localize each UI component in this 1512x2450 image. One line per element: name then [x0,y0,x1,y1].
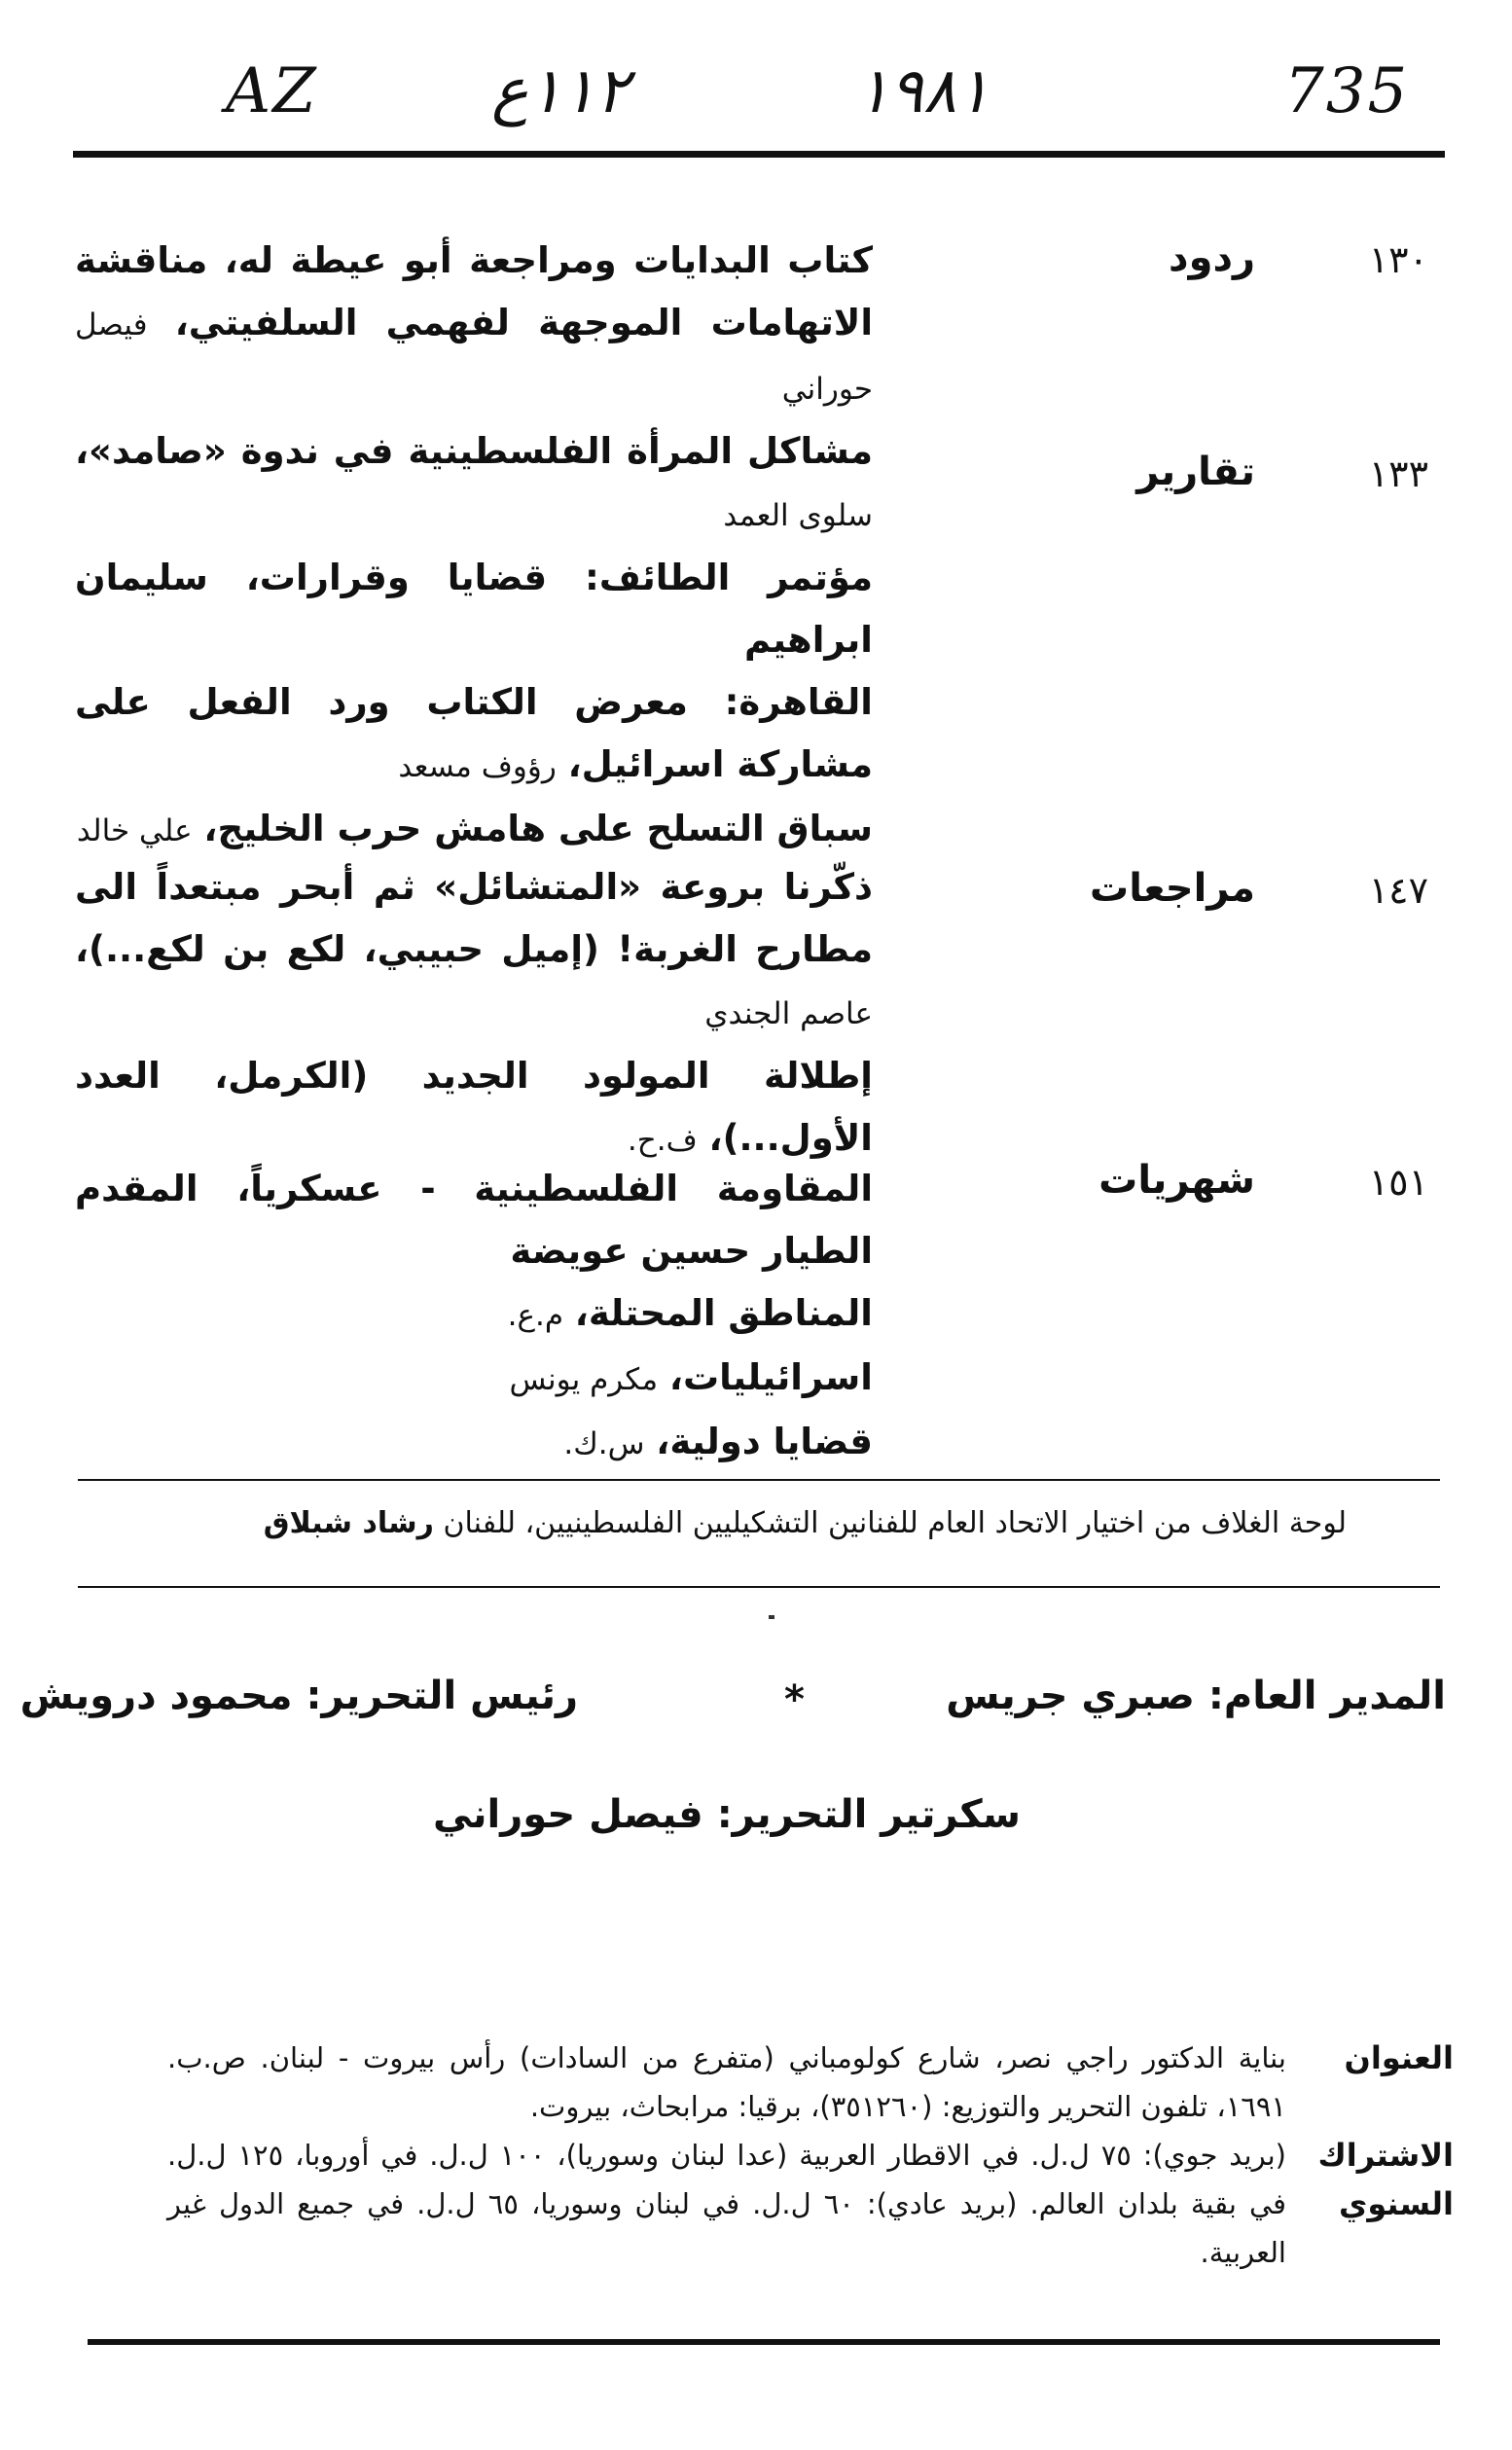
cover-note-text: لوحة الغلاف من اختيار الاتحاد العام للفنانين التشكيليين الفلسطينيين، للفنان [443,1506,1347,1540]
section-title: شهريات [1098,1158,1255,1203]
entry [75,1347,873,1411]
general-manager-name: صبري جريس [946,1674,1195,1718]
header-rule [73,151,1445,158]
section-title: ردود [1169,235,1255,280]
cover-artist: رشاد شبلاق [263,1506,434,1540]
entry-author: عاصم الجندي [704,996,873,1031]
cover-note [264,1506,1347,1540]
entry [75,547,873,671]
entry [75,1158,873,1282]
entry [75,1282,873,1347]
page-number: ١٣٠ [1368,238,1428,281]
editorial-secretary-name: فيصل حوراني [433,1792,703,1837]
entry-title: اسرائيليات، [668,1356,873,1398]
staff-separator: * [784,1677,805,1722]
section-title: مراجعات [1090,866,1255,911]
cover-bottom-rule [78,1586,1440,1588]
subscription-label [1317,2131,1454,2228]
entry-title: ذكّرنا بروعة «المتشائل» ثم أبحر مبتعداً الى مطارح الغربة! (إميل حبيبي، لكع بن لكع...)، [75,866,873,970]
subscription-label-line1: الاشتراك [1317,2137,1454,2174]
editor-in-chief-label: رئيس التحرير: [306,1674,578,1718]
handwritten-left-mark: AZ [226,55,318,127]
entry-author: علي خالد [76,813,193,848]
entry-title: مشاكل المرأة الفلسطينية في ندوة «صامد»، [75,430,873,472]
entry-title: سباق التسلح على هامش حرب الخليج، [203,808,873,849]
footer-rule [88,2339,1440,2345]
entry [75,671,873,798]
page-number: ١٤٧ [1368,869,1428,912]
entries-list [75,230,873,420]
general-manager [946,1674,1446,1718]
entry-title: القاهرة: معرض الكتاب ورد الفعل على مشاركة اسرائيل، [75,681,873,785]
handwritten-year-mark: ١٩٨١ [856,55,990,127]
address-text: بناية الدكتور راجي نصر، شارع كولومباني (متفرع من السادات) رأس بيروت - لبنان. ص.ب. ١٦٩١، تلفون التحرير والتوزيع: (٣٥١٢٦٠)، برقيا: مرابحاث، بيروت. [167,2041,1286,2123]
editor-in-chief-name: محمود درويش [19,1674,293,1718]
entry-title: كتاب البدايات ومراجعة أبو عيطة له، مناقشة الاتهامات الموجهة لفهمي السلفيتي، [75,239,873,343]
entry-author: فيصل حوراني [75,307,873,407]
entry [75,856,873,1045]
general-manager-label: المدير العام: [1207,1674,1446,1718]
contents-bottom-rule [78,1479,1440,1481]
entry-author: م.ع. [507,1298,564,1333]
entry-title: المناطق المحتلة، [574,1292,873,1334]
handwritten-issue-mark: ١١٢ع [491,55,630,127]
editor-in-chief [20,1674,578,1718]
entry-author: سلوى العمد [723,498,873,533]
page-number: ١٣٣ [1368,452,1428,495]
handwritten-catalog-number: 735 [1284,55,1410,127]
entry-author: ف.ح. [627,1123,698,1158]
entries-list [75,1158,873,1475]
entry [75,1411,873,1475]
entry-title: إطلالة المولود الجديد (الكرمل، العدد الأول...)، [75,1055,873,1159]
ink-speck [769,1615,774,1619]
address-label: العنوان [1344,2039,1454,2076]
subscription-label-line2: السنوي [1339,2185,1454,2222]
editorial-secretary [433,1792,1021,1837]
entry [75,230,873,420]
entries-list [75,856,873,1171]
entry [75,420,873,547]
editorial-secretary-label: سكرتير التحرير: [716,1792,1021,1837]
entry-author: س.ك. [563,1426,645,1461]
entries-list [75,420,873,862]
page-number: ١٥١ [1368,1161,1428,1204]
section-title: تقارير [1136,450,1255,494]
subscription-text: (بريد جوي): ٧٥ ل.ل. في الاقطار العربية (عدا لبنان وسوريا)، ١٠٠ ل.ل. في أوروبا، ١٢٥ ل.ل. في بقية بلدان العالم. (بريد عادي): ٦٠ ل.ل. في لبنان وسوريا، ٦٥ ل.ل. في جميع الدول غير العربية. [167,2139,1286,2269]
entry-title: مؤتمر الطائف: قضايا وقرارات، سليمان ابراهيم [75,557,873,661]
entry [75,1045,873,1171]
entry-title: المقاومة الفلسطينية - عسكرياً، المقدم الطيار حسين عويضة [75,1168,873,1272]
entry [75,798,873,862]
entry-title: قضايا دولية، [656,1421,873,1462]
entry-author: رؤوف مسعد [398,749,557,784]
entry-author: مكرم يونس [509,1362,659,1397]
